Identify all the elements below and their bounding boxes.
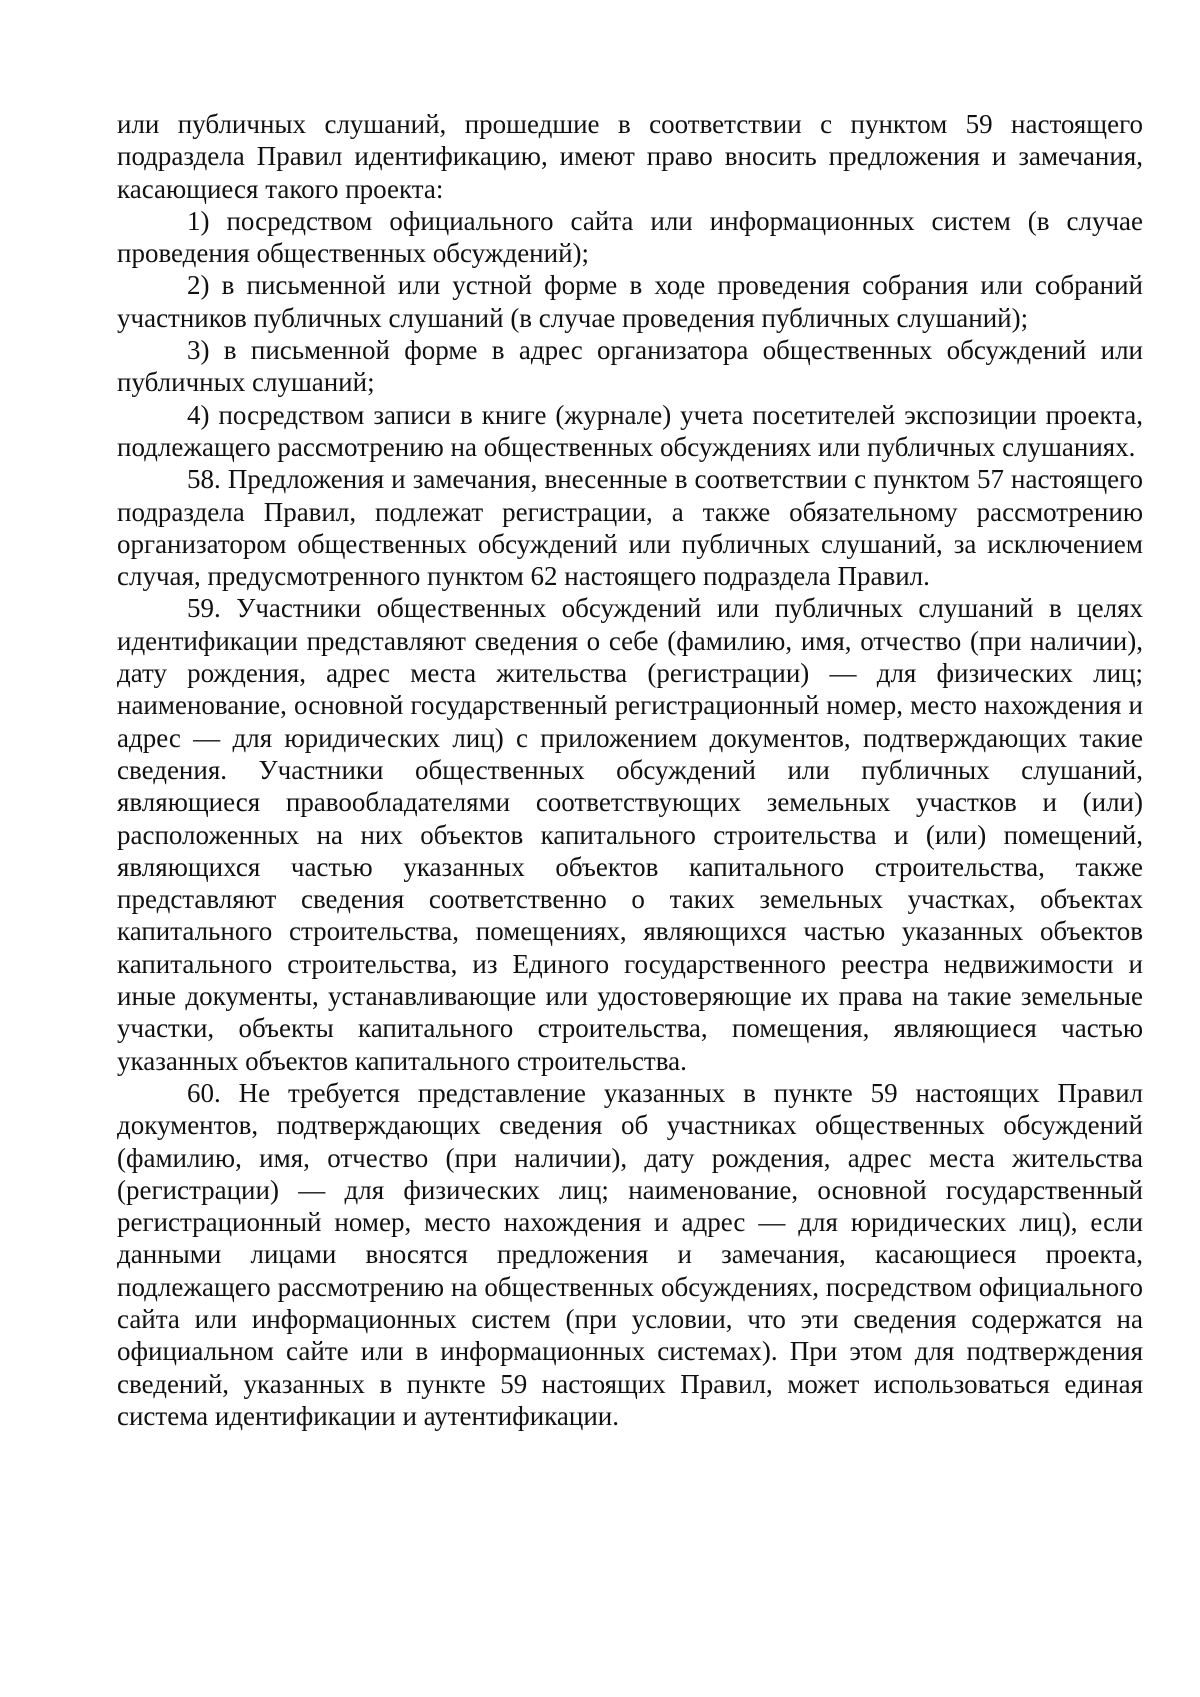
document-page bbox=[117, 108, 1143, 1432]
clause-60-paragraph: 60. Не требуется представление указанных в пункте 59 настоящих Правил документов, подтверждающих сведения об участниках общественных обсуждений (фамилию, имя, отчество (при наличии), дату рождения, адрес места жительства (регистрации) — для физических лиц; наименование, основной государственный регистрационный номер, место нахождения и адрес — для юридических лиц), если данными лицами вносятся предложения и замечания, касающиеся проекта, подлежащего рассмотрению на общественных обсуждениях, посредством официального сайта или информационных систем (при условии, что эти сведения содержатся на официальном сайте или в информационных системах). При этом для подтверждения сведений, указанных в пункте 59 настоящих Правил, может использоваться единая система идентификации и аутентификации. bbox=[117, 1077, 1143, 1431]
list-item-1: 1) посредством официального сайта или информационных систем (в случае проведения общественных обсуждений); bbox=[117, 205, 1143, 269]
list-item-2: 2) в письменной или устной форме в ходе проведения собрания или собраний участников публичных слушаний (в случае проведения публичных слушаний); bbox=[117, 270, 1143, 333]
paragraph-intro: или публичных слушаний, прошедшие в соответствии с пунктом 59 настоящего подраздела Правил идентификацию, имеют право вносить предложения и замечания, касающиеся такого проекта: bbox=[117, 109, 1143, 204]
clause-59-paragraph: 59. Участники общественных обсуждений или публичных слушаний в целях идентификации представляют сведения о себе (фамилию, имя, отчество (при наличии), дату рождения, адрес места жительства (регистрации) — для физических лиц; наименование, основной государственный регистрационный номер, место нахождения и адрес — для юридических лиц) с приложением документов, подтверждающих такие сведения. Участники общественных обсуждений или публичных слушаний, являющиеся правообладателями соответствующих земельных участков и (или) расположенных на них объектов капитального строительства и (или) помещений, являющихся частью указанных объектов капитального строительства, также представляют сведения соответственно о таких земельных участках, объектах капитального строительства, помещениях, являющихся частью указанных объектов капитального строительства, из Единого государственного реестра недвижимости и иные документы, устанавливающие или удостоверяющие их права на такие земельные участки, объекты капитального строительства, помещения, являющиеся частью указанных объектов капитального строительства. bbox=[117, 593, 1143, 1076]
list-item-4: 4) посредством записи в книге (журнале) учета посетителей экспозиции проекта, подлежащего рассмотрению на общественных обсуждениях или публичных слушаниях. bbox=[117, 399, 1143, 462]
clause-58-paragraph: 58. Предложения и замечания, внесенные в соответствии с пунктом 57 настоящего подраздела Правил, подлежат регистрации, а также обязательному рассмотрению организатором общественных обсуждений или публичных слушаний, за исключением случая, предусмотренного пунктом 62 настоящего подраздела Правил. bbox=[117, 464, 1143, 592]
list-item-3: 3) в письменной форме в адрес организатора общественных обсуждений или публичных слушаний; bbox=[117, 335, 1143, 398]
